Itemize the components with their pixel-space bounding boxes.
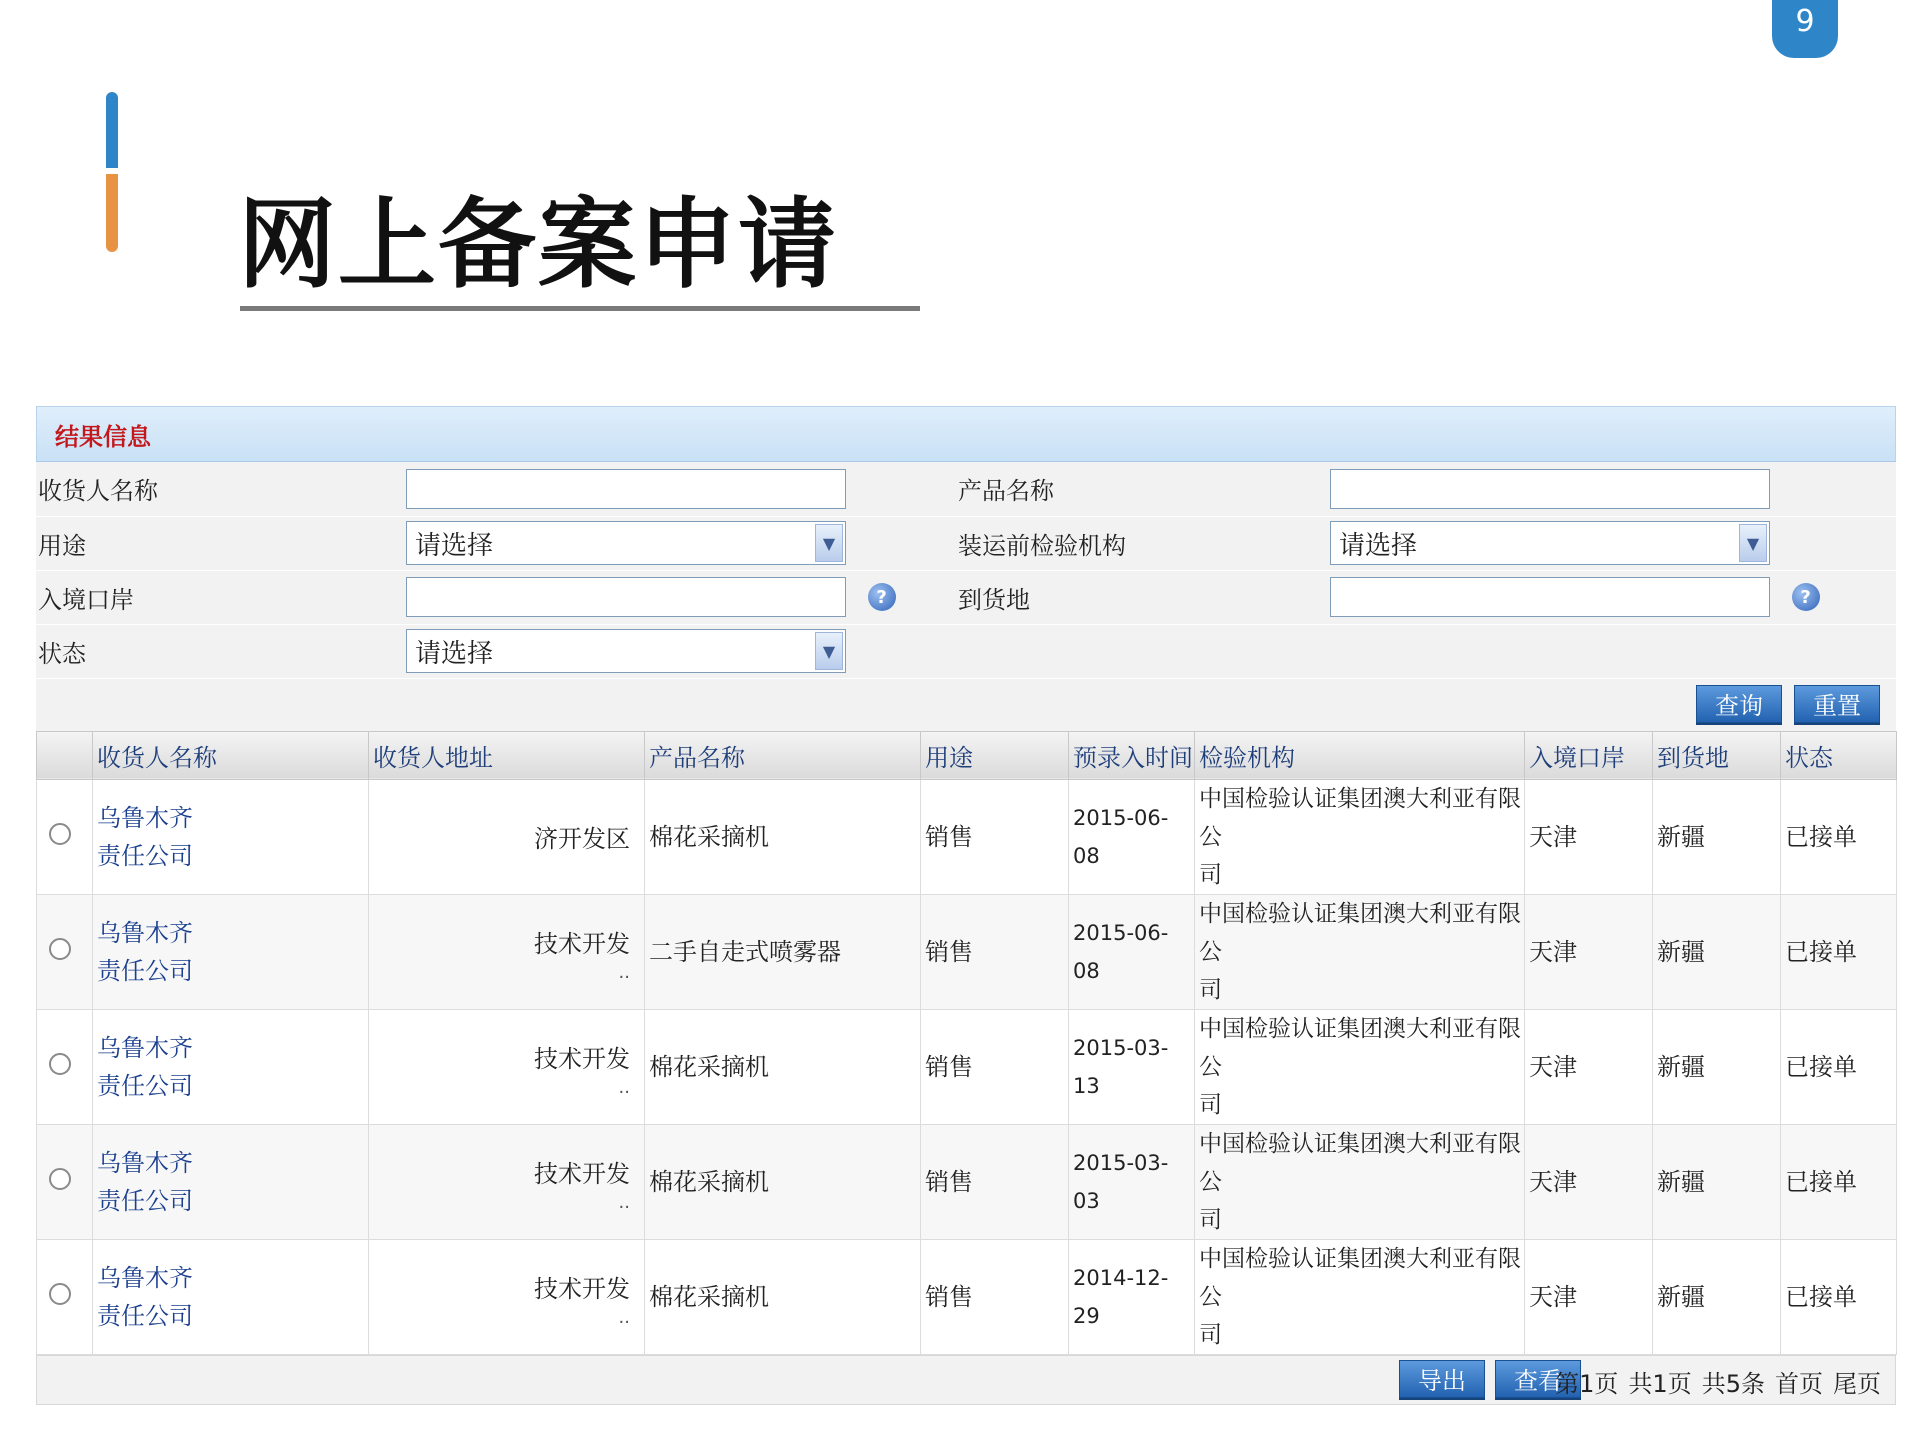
panel-header <box>36 406 1896 462</box>
consignee-cell[interactable] <box>93 1124 369 1239</box>
consignee-cell[interactable] <box>93 894 369 1009</box>
column-header[interactable]: 检验机构 <box>1195 731 1525 779</box>
accent-bar-blue <box>106 92 118 168</box>
form-button-row <box>36 679 1896 731</box>
address-cell <box>369 1239 645 1354</box>
status-cell: 已接单 <box>1781 1009 1897 1124</box>
address-cell <box>369 779 645 894</box>
inspection-org-select[interactable] <box>1330 521 1770 565</box>
panel-header-title: 结果信息 <box>55 422 151 451</box>
time-cell: 2015-03-13 <box>1069 1009 1195 1124</box>
inspection-org-select-value: 请选择 <box>1339 530 1418 561</box>
consignee-cell[interactable] <box>93 1009 369 1124</box>
address-text: 技术开发 <box>534 1274 630 1303</box>
status-cell: 已接单 <box>1781 894 1897 1009</box>
accent-bar-orange <box>106 174 118 252</box>
destination-cell: 新疆 <box>1653 894 1781 1009</box>
row-select-cell <box>37 1239 93 1354</box>
usage-cell: 销售 <box>921 1009 1069 1124</box>
table-row[interactable] <box>37 1009 1897 1124</box>
help-icon[interactable]: ? <box>868 583 896 611</box>
destination-label: 到货地 <box>956 570 1330 624</box>
reset-button[interactable]: 重置 <box>1794 685 1880 723</box>
consignee-label: 收货人名称 <box>36 462 406 516</box>
row-radio[interactable] <box>49 1168 71 1190</box>
chevron-down-icon[interactable]: ▼ <box>815 632 843 670</box>
address-ellipsis: .. <box>618 961 630 983</box>
column-header[interactable]: 收货人地址 <box>369 731 645 779</box>
inspection-org-label: 装运前检验机构 <box>956 516 1330 570</box>
column-header[interactable]: 产品名称 <box>645 731 921 779</box>
consignee-link[interactable]: 乌鲁木齐 责任公司 <box>97 1033 193 1100</box>
org-cell: 中国检验认证集团澳大利亚有限公 司 <box>1195 894 1525 1009</box>
usage-select-value: 请选择 <box>415 530 494 561</box>
table-footer <box>36 1355 1896 1405</box>
destination-cell: 新疆 <box>1653 1124 1781 1239</box>
pager-total-pages: 共1页 <box>1628 1369 1692 1398</box>
status-label: 状态 <box>36 624 406 678</box>
address-cell <box>369 894 645 1009</box>
address-ellipsis: .. <box>618 1191 630 1213</box>
status-cell: 已接单 <box>1781 1239 1897 1354</box>
usage-cell: 销售 <box>921 1124 1069 1239</box>
address-cell <box>369 1009 645 1124</box>
column-header[interactable]: 收货人名称 <box>93 731 369 779</box>
destination-cell: 新疆 <box>1653 1009 1781 1124</box>
consignee-cell[interactable] <box>93 1239 369 1354</box>
org-cell: 中国检验认证集团澳大利亚有限公 司 <box>1195 1009 1525 1124</box>
usage-cell: 销售 <box>921 1239 1069 1354</box>
time-cell: 2015-06-08 <box>1069 894 1195 1009</box>
org-cell: 中国检验认证集团澳大利亚有限公 司 <box>1195 779 1525 894</box>
table-header-row <box>37 731 1897 779</box>
address-text: 济开发区 <box>534 824 630 853</box>
row-radio[interactable] <box>49 823 71 845</box>
address-cell <box>369 1124 645 1239</box>
search-form <box>36 462 1896 679</box>
port-cell: 天津 <box>1525 779 1653 894</box>
result-panel <box>36 406 1896 1398</box>
time-cell: 2015-03-03 <box>1069 1124 1195 1239</box>
product-cell: 二手自走式喷雾器 <box>645 894 921 1009</box>
row-radio[interactable] <box>49 938 71 960</box>
time-cell: 2014-12-29 <box>1069 1239 1195 1354</box>
consignee-link[interactable]: 乌鲁木齐 责任公司 <box>97 803 193 870</box>
table-row[interactable] <box>37 779 1897 894</box>
chevron-down-icon[interactable]: ▼ <box>815 524 843 562</box>
destination-cell: 新疆 <box>1653 1239 1781 1354</box>
row-select-cell <box>37 779 93 894</box>
column-header[interactable]: 用途 <box>921 731 1069 779</box>
column-header[interactable]: 状态 <box>1781 731 1897 779</box>
select-column-header <box>37 731 93 779</box>
address-text: 技术开发 <box>534 1159 630 1188</box>
query-button[interactable]: 查询 <box>1696 685 1782 723</box>
product-cell: 棉花采摘机 <box>645 779 921 894</box>
product-input[interactable] <box>1330 469 1770 509</box>
product-cell: 棉花采摘机 <box>645 1009 921 1124</box>
column-header[interactable]: 预录入时间 <box>1069 731 1195 779</box>
address-text: 技术开发 <box>534 929 630 958</box>
address-ellipsis: .. <box>618 1076 630 1098</box>
usage-select[interactable] <box>406 521 846 565</box>
entry-port-label: 入境口岸 <box>36 570 406 624</box>
column-header[interactable]: 入境口岸 <box>1525 731 1653 779</box>
port-cell: 天津 <box>1525 1009 1653 1124</box>
table-row[interactable] <box>37 894 1897 1009</box>
row-select-cell <box>37 1124 93 1239</box>
row-radio[interactable] <box>49 1053 71 1075</box>
row-radio[interactable] <box>49 1283 71 1305</box>
port-cell: 天津 <box>1525 1124 1653 1239</box>
pagination <box>1555 1364 1881 1399</box>
pager-total-items: 共5条 <box>1701 1369 1765 1398</box>
empty-cell <box>956 624 1330 678</box>
time-cell: 2015-06-08 <box>1069 779 1195 894</box>
view-button[interactable]: 查看 <box>1495 1360 1581 1398</box>
consignee-link[interactable]: 乌鲁木齐 责任公司 <box>97 1148 193 1215</box>
address-text: 技术开发 <box>534 1044 630 1073</box>
empty-cell <box>1330 624 1896 678</box>
port-cell: 天津 <box>1525 894 1653 1009</box>
table-row[interactable] <box>37 1124 1897 1239</box>
results-table <box>36 731 1897 1355</box>
consignee-link[interactable]: 乌鲁木齐 责任公司 <box>97 1263 193 1330</box>
status-cell: 已接单 <box>1781 1124 1897 1239</box>
pager-current-page: 第1页 <box>1555 1369 1619 1398</box>
product-label: 产品名称 <box>956 462 1330 516</box>
consignee-link[interactable]: 乌鲁木齐 责任公司 <box>97 918 193 985</box>
pager-last-link[interactable]: 尾页 <box>1833 1369 1881 1398</box>
org-cell: 中国检验认证集团澳大利亚有限公 司 <box>1195 1124 1525 1239</box>
address-ellipsis: .. <box>618 1306 630 1328</box>
destination-cell: 新疆 <box>1653 779 1781 894</box>
title-underline <box>240 306 920 311</box>
usage-cell: 销售 <box>921 894 1069 1009</box>
port-cell: 天津 <box>1525 1239 1653 1354</box>
product-cell: 棉花采摘机 <box>645 1124 921 1239</box>
help-icon[interactable]: ? <box>1792 583 1820 611</box>
page-number-badge: 9 <box>1772 0 1838 58</box>
consignee-input[interactable] <box>406 469 846 509</box>
table-row[interactable] <box>37 1239 1897 1354</box>
chevron-down-icon[interactable]: ▼ <box>1739 524 1767 562</box>
consignee-cell[interactable] <box>93 779 369 894</box>
destination-input[interactable] <box>1330 577 1770 617</box>
row-select-cell <box>37 894 93 1009</box>
row-select-cell <box>37 1009 93 1124</box>
export-button[interactable]: 导出 <box>1399 1360 1485 1398</box>
entry-port-input[interactable] <box>406 577 846 617</box>
org-cell: 中国检验认证集团澳大利亚有限公 司 <box>1195 1239 1525 1354</box>
status-select[interactable] <box>406 629 846 673</box>
status-cell: 已接单 <box>1781 779 1897 894</box>
column-header[interactable]: 到货地 <box>1653 731 1781 779</box>
pager-first-link[interactable]: 首页 <box>1775 1369 1823 1398</box>
product-cell: 棉花采摘机 <box>645 1239 921 1354</box>
status-select-value: 请选择 <box>415 638 494 669</box>
usage-label: 用途 <box>36 516 406 570</box>
usage-cell: 销售 <box>921 779 1069 894</box>
slide-title: 网上备案申请 <box>238 188 839 302</box>
